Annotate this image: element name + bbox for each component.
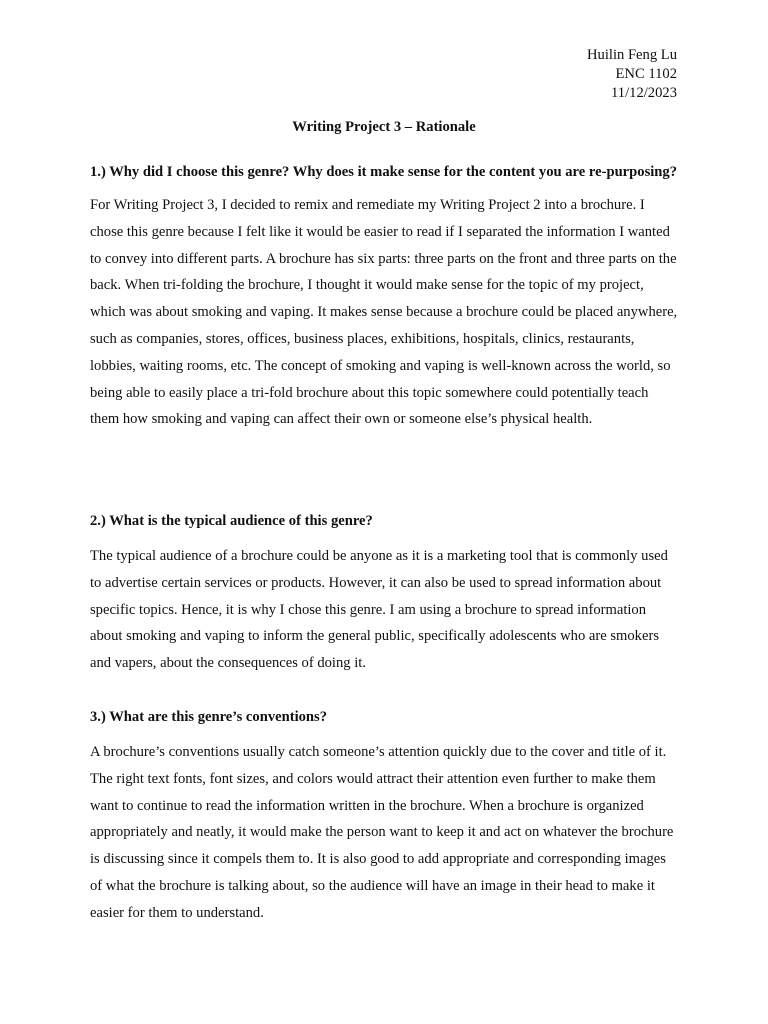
section-answer: For Writing Project 3, I decided to remix and remediate my Writing Project 2 into a brochure. I chose this genre because I felt like it would be easier to read if I separated the information I wanted to convey into different parts. A brochure has six parts: three parts on the front and three parts on the back. When tri-folding the brochure, I thought it would make sense for the topic of my project, which was about smoking and vaping. It makes sense because a brochure could be placed anywhere, such as companies, stores, offices, business places, exhibitions, hospitals, clinics, restaurants, lobbies, waiting rooms, etc. The concept of smoking and vaping is well-known across the world, so being able to easily place a tri-fold brochure about this topic somewhere could potentially teach them how smoking and vaping can affect their own or someone else’s physical health. [90, 197, 678, 428]
author-name: Huilin Feng Lu [587, 47, 677, 63]
section-conventions [90, 708, 680, 927]
course-code: ENC 1102 [615, 66, 677, 82]
document-title: Writing Project 3 – Rationale [292, 119, 476, 135]
section-question: 2.) What is the typical audience of this genre? [90, 513, 373, 529]
header-block [587, 46, 677, 103]
section-question: 3.) What are this genre’s conventions? [90, 709, 328, 725]
section-genre-choice [90, 163, 680, 433]
section-audience [90, 512, 680, 677]
section-question: 1.) Why did I choose this genre? Why does it make sense for the content you are re-purposing? [90, 164, 678, 180]
section-answer: The typical audience of a brochure could be anyone as it is a marketing tool that is commonly used to advertise certain services or products. However, it can also be used to spread information about specific topics. Hence, it is why I chose this genre. I am using a brochure to spread information about smoking and vaping to inform the general public, specifically adolescents who are smokers and vapers, about the consequences of doing it. [90, 548, 668, 672]
document-date: 11/12/2023 [611, 85, 677, 101]
section-answer: A brochure’s conventions usually catch someone’s attention quickly due to the cover and title of it. The right text fonts, font sizes, and colors would attract their attention even further to make them want to continue to read the information written in the brochure. When a brochure is organized appropriately and neatly, it would make the person want to keep it and act on whatever the brochure is discussing since it compels them to. It is also good to add appropriate and corresponding images of what the brochure is talking about, so the audience will have an image in their head to make it easier for them to understand. [90, 744, 674, 921]
